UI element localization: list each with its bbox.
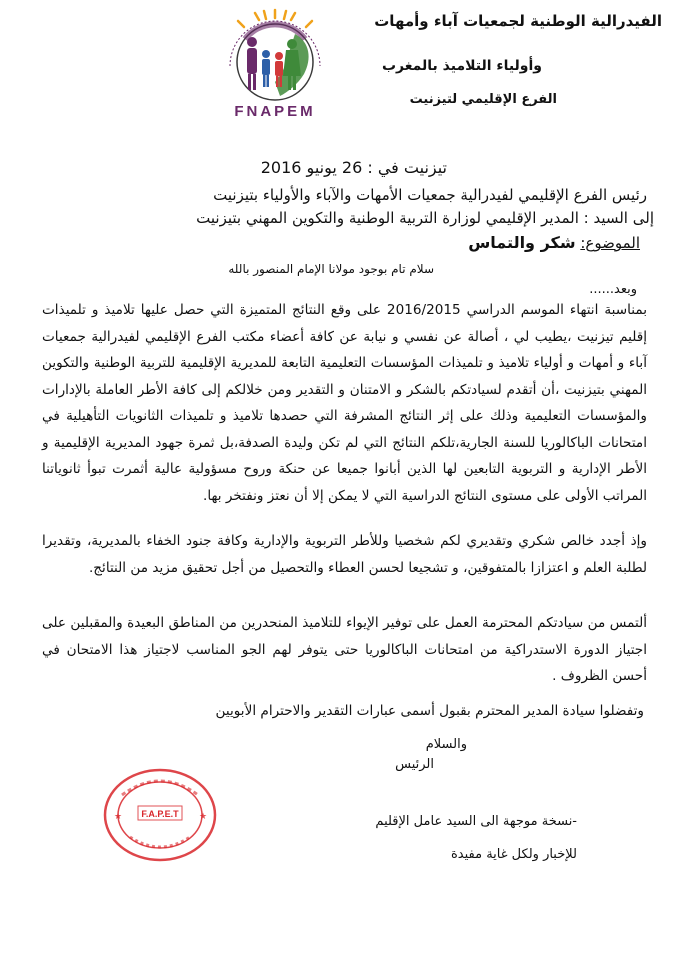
subject-label: الموضوع: xyxy=(580,234,640,252)
letter-copy-note: -نسخة موجهة الى السيد عامل الإقليم xyxy=(375,814,577,829)
stamp-center-text: F.A.P.E.T xyxy=(141,809,179,819)
letter-paragraph-3: ألتمس من سيادتكم المحترمة العمل على توفير الإيواء للتلاميذ المنحدرين من المناطق البعيدة والمقبلين على اجتياز الدورة الاستدراكية من امتحانات الباكالوريا حتى يتوفر لهم الجو المناسب لاجتياز هذا الامتحان في أحسن الظروف . xyxy=(42,615,647,684)
header-org-line1: الفيدرالية الوطنية لجمعيات آباء وأمهات xyxy=(374,12,662,30)
letter-info-note: للإخبار ولكل غاية مفيدة xyxy=(450,847,577,862)
letter-recipient: إلى السيد : المدير الإقليمي لوزارة التربية الوطنية والتكوين المهني بتيزنيت xyxy=(196,209,654,227)
letter-paragraph-2: وإذ أجدد خالص شكري وتقديري لكم شخصيا وللأطر التربوية والإدارية وكافة جنود الخفاء بالمديرية، وتقديرا لطلبة العلم و اعتزازا بالمتفوقين، و تشجيعا لحسن العطاء والتحصيل من أجل تحقيق مزيد من النتائج. xyxy=(42,533,647,576)
svg-text:★: ★ xyxy=(199,812,208,822)
letter-subject-line xyxy=(468,233,640,252)
letter-president: الرئيس xyxy=(395,757,434,772)
letter-paragraph-1: بمناسبة انتهاء الموسم الدراسي 2016/2015 على وقع النتائج المتميزة التي حصل عليها تلاميذ و تلميذات إقليم تيزنيت ،يطيب لي ، أصالة عن نفسي و نيابة عن كافة أعضاء مكتب الفرع الإقليمي لفيدرالية جمعيات آباء و أمهات و أولياء تلاميذ و تلميذات المؤسسات التعليمية التابعة للمديرية الإقليمية للتربية الوطنية والتكوين المهني بتيزنيت ،أن أتقدم لسيادتكم بالشكر و الامتنان و التقدير ومن خلالكم إلى كافة الأطر العاملة بالإدارات والمؤسسات التعليمية وذلك على إثر النتائج المشرفة التي حصدها تلاميذ و تلميذات الثانويات التأهيلية في امتحانات الباكالوريا للسنة الجارية،تلكم النتائج التي لم تكن وليدة الصدفة،بل ثمرة جهود المديرية الإقليمية و الأطر الإدارية و التربوية التابعين لها الذين أبانوا جميعا عن حنكة وروح مسؤولية عالية أثمرت تبوأ ثانوياتنا المراتب الأولى على مستوى النتائج الدراسية التي لا يمكن إلا أن نعتز ونفتخر بها. xyxy=(42,302,647,504)
header-branch: الفرع الإقليمي لتيزنيت xyxy=(409,92,557,107)
svg-text:★: ★ xyxy=(114,812,123,822)
subject-value: شكر والتماس xyxy=(468,233,576,252)
letter-greeting: سلام تام بوجود مولانا الإمام المنصور بالله xyxy=(228,262,434,276)
letter-after: وبعد...... xyxy=(589,282,637,297)
header-org-line2: وأولياء التلاميذ بالمغرب xyxy=(381,58,542,74)
letter-salam: والسلام xyxy=(425,737,467,752)
official-stamp xyxy=(100,765,220,865)
letter-date: تيزنيت في : 26 يونيو 2016 xyxy=(260,158,447,177)
letter-sender: رئيس الفرع الإقليمي لفيدرالية جمعيات الأمهات والآباء والأولياء بتيزنيت xyxy=(213,186,647,204)
letter-closing: وتفضلوا سيادة المدير المحترم بقبول أسمى عبارات التقدير والاحترام الأبويين xyxy=(215,703,644,719)
logo-acronym: FNAPEM xyxy=(234,103,316,120)
fnapem-logo xyxy=(200,4,350,124)
